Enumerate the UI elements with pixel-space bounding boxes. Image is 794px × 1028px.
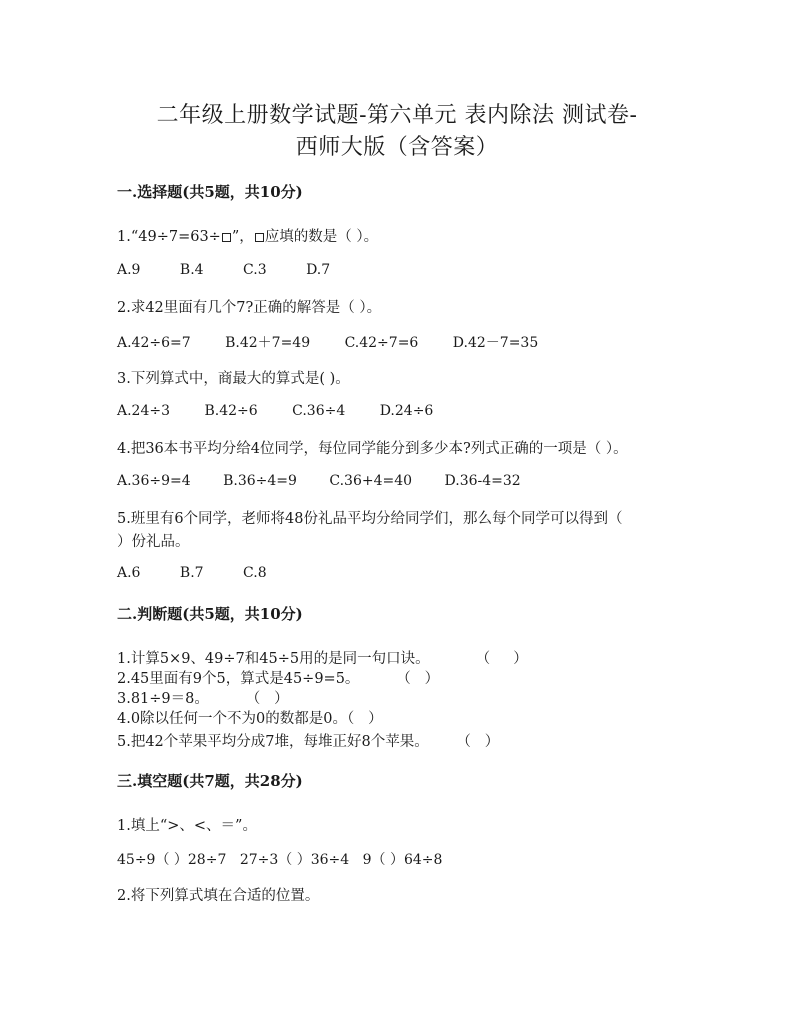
- option: D.24÷6: [379, 403, 434, 419]
- blank-box-icon: [222, 233, 231, 242]
- question-1-2: 2.求42里面有几个7?正确的解答是（ ）。: [117, 300, 382, 316]
- option: C.36÷4: [292, 403, 346, 419]
- option: A.6: [117, 565, 141, 581]
- judge-item-5: 5.把42个苹果平均分成7堆，每堆正好8个苹果。 （ ）: [117, 734, 500, 750]
- judge-item-2: 2.45里面有9个5，算式是45÷9=5。 （ ）: [117, 671, 440, 687]
- question-1-1: [117, 225, 378, 246]
- section-heading-choice: 一.选择题(共5题，共10分): [117, 183, 303, 201]
- judge-item-3: 3.81÷9＝8。 （ ）: [117, 691, 289, 707]
- option: B.7: [179, 565, 204, 581]
- option: D.42－7=35: [452, 335, 539, 351]
- options-1-3: [117, 403, 463, 419]
- options-1-2: [117, 332, 568, 352]
- option: B.4: [179, 262, 204, 278]
- option: A.36÷9=4: [117, 473, 191, 489]
- question-text-post2: 应填的数是（ ）。: [264, 229, 379, 245]
- question-1-5-line-1: 5.班里有6个同学，老师将48份礼品平均分给同学们，那么每个同学可以得到（: [117, 511, 623, 527]
- blank-box-icon: [255, 233, 264, 242]
- option: C.3: [243, 262, 267, 278]
- question-text-post: ”，: [231, 229, 254, 245]
- page-title-line-2: 西师大版（含答案）: [295, 135, 499, 160]
- option: A.9: [117, 262, 141, 278]
- question-1-3: 3.下列算式中，商最大的算式是( )。: [117, 371, 350, 387]
- options-1-4: [117, 473, 549, 489]
- option: C.42÷7=6: [344, 335, 419, 351]
- compare-item: 27÷3（ ）36÷4: [239, 852, 350, 868]
- compare-item: 9（ ）64÷8: [362, 852, 443, 868]
- section-heading-fill: 三.填空题(共7题，共28分): [117, 772, 303, 790]
- judge-item-1: 1.计算5×9、49÷7和45÷5用的是同一句口诀。 （ ）: [117, 651, 528, 667]
- judge-item-4: 4.0除以任何一个不为0的数都是0。（ ）: [117, 711, 383, 727]
- fill-question-2: 2.将下列算式填在合适的位置。: [117, 888, 320, 904]
- option: D.36-4=32: [444, 473, 521, 489]
- option: D.7: [306, 262, 331, 278]
- question-1-4: 4.把36本书平均分给4位同学，每位同学能分到多少本?列式正确的一项是（ ）。: [117, 441, 628, 457]
- option: C.36+4=40: [329, 473, 413, 489]
- question-text-pre: 1.“49÷7=63÷: [117, 229, 221, 245]
- compare-row: [117, 849, 451, 869]
- question-1-5-line-2: ）份礼品。: [117, 534, 190, 550]
- options-1-1: [117, 262, 365, 278]
- section-heading-judge: 二.判断题(共5题，共10分): [117, 605, 303, 623]
- option: B.36÷4=9: [223, 473, 297, 489]
- options-1-5: [117, 565, 302, 581]
- option: A.24÷3: [117, 403, 171, 419]
- option: C.8: [243, 565, 267, 581]
- page-title-line-1: 二年级上册数学试题-第六单元 表内除法 测试卷-: [156, 103, 638, 128]
- option: B.42÷6: [204, 403, 258, 419]
- option: B.42＋7=49: [225, 335, 311, 351]
- fill-question-1: 1.填上“>、<、＝”。: [117, 818, 257, 834]
- option: A.42÷6=7: [117, 335, 191, 351]
- compare-item: 45÷9（ ）28÷7: [117, 852, 227, 868]
